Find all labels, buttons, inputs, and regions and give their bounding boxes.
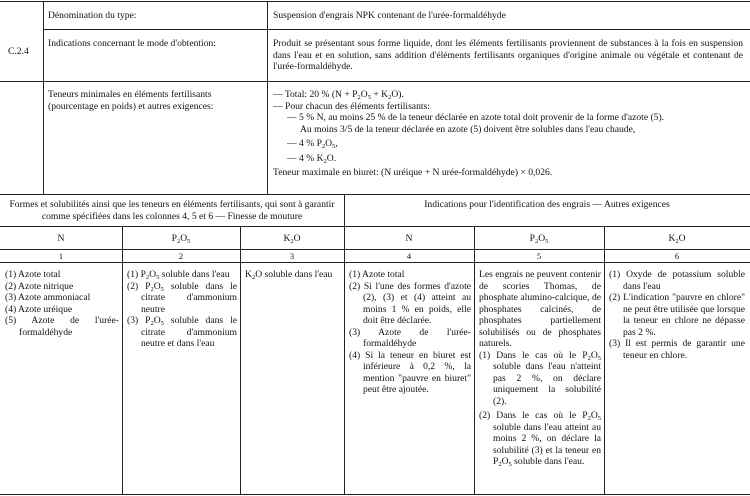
header-right: Indications pour l'identification des engrais — Autres exigences: [424, 199, 670, 210]
col-label-3: $K_2O$: [283, 233, 301, 245]
col-number-4: 4: [406, 251, 412, 261]
min-k: — 4 % $K_2O$.: [287, 152, 337, 165]
list-item: (2) Si l'une des formes d'azote (2), (3) et (4) atteint au moins 1 % en poids, elle doit être déclarée.: [349, 280, 471, 326]
list-item: (4) Si la teneur en biuret est inférieure à 0,2 %, la mention "pauvre en biuret" peut être ajoutée.: [349, 349, 471, 395]
list-item: (3) Azote ammoniacal: [5, 292, 91, 303]
list-item: (1) $P_2O_5$ soluble dans l'eau: [127, 269, 230, 281]
list-item: (4) Azote uréique: [5, 303, 73, 315]
col-number-5: 5: [536, 251, 542, 261]
header-left: Formes et solubilités ainsi que les teneurs en éléments fertilisants, qui sont à garantir comme spécifiées dans les colonnes 4, 5 et 6 — Finesse de mouture: [9, 199, 335, 222]
col-number-6: 6: [674, 251, 680, 261]
type-value: Suspension d'engrais NPK contenant de l'urée-formaldéhyde: [273, 10, 506, 21]
min-label: Teneurs minimales en éléments fertilisants (pourcentage en poids) et autres exigences:: [48, 89, 214, 112]
min-biuret: Teneur maximale en biuret: (N uréique + N urée-formaldéhyde) × 0,026.: [273, 167, 553, 178]
col-label-5: $P_2O_5$: [529, 233, 549, 245]
min-p: — 4 % $P_2O_5$,: [287, 138, 338, 150]
col-number-3: 3: [289, 251, 295, 261]
col-label-4: N: [405, 233, 413, 244]
list-item: (3) Azote de l'urée-formaldéhyde: [349, 326, 471, 349]
list-item: (5) Azote de l'urée-formaldéhyde: [5, 315, 119, 338]
list-item: (1) Azote total: [349, 269, 405, 280]
list-item: (2) Azote nitrique: [5, 280, 74, 292]
list-item: (2) L'indication "pauvre en chlore" ne peut être utilisée que lorsque la teneur en chlore ne dépasse pas 2 %.: [609, 292, 745, 338]
min-requirements: [273, 89, 743, 179]
min-n-line2: Au moins 3/5 de la teneur déclarée en azote (5) doivent être solubles dans l'eau chaude,: [300, 123, 636, 135]
col5-intro: Les engrais ne peuvent contenir de scories Thomas, de phosphate alumino-calcique, de phosphates calcinés, de phosphates partiellement solubilisés ou de phosphates naturels.: [479, 269, 602, 349]
list-item: (2) Dans le cas où le $P_2O_5$ soluble dans l'eau atteint au moins 2 %, on déclare la solubilité (3) et la teneur en $P_2O_5$ soluble dans l'eau.: [479, 410, 601, 468]
min-total: — Total: 20 % $(N + P_2O_5 + K_2O)$.: [273, 89, 404, 101]
section-code: C.2.4: [8, 46, 29, 57]
min-each-intro: — Pour chacun des éléments fertilisants:: [273, 100, 430, 112]
list-item: (1) Dans le cas où le $P_2O_5$ soluble dans l'eau n'atteint pas 2 %, on déclare uniquement la solubilité (2).: [479, 349, 601, 407]
col3-content: [245, 269, 343, 281]
col-label-2: $P_2O_5$: [171, 233, 191, 245]
col-number-1: 1: [58, 251, 64, 261]
col2-content: [127, 269, 237, 350]
list-item: $K_2O$ soluble dans l'eau: [245, 269, 333, 281]
col-label-6: $K_2O$: [668, 233, 686, 245]
list-item: (1) Azote total: [5, 269, 61, 280]
type-label: Dénomination du type:: [48, 10, 137, 21]
col5-content: [479, 269, 601, 468]
list-item: (3) Il est permis de garantir une teneur en chlore.: [609, 338, 745, 361]
col4-content: [349, 269, 471, 396]
min-n-line1: — 5 % N, au moins 25 % de la teneur déclarée en azote total doit provenir de la forme d'azote (5).: [287, 112, 665, 123]
col1-content: [5, 269, 119, 338]
list-item: (3) $P_2O_5$ soluble dans le citrate d'ammonium neutre et dans l'eau: [127, 315, 238, 349]
col6-content: [609, 269, 745, 361]
list-item: (2) $P_2O_5$ soluble dans le citrate d'ammonium neutre: [127, 280, 238, 315]
method-value: Produit se présentant sous forme liquide, dont les éléments fertilisants proviennent de substances à la fois en suspension dans l'eau et en solution, sans addition d'éléments fertilisants organiques d'origine animale ou végétale et contenant de l'urée-formaldéhyde.: [273, 38, 743, 72]
col-label-1: N: [57, 233, 65, 244]
method-label: Indications concernant le mode d'obtention:: [48, 38, 216, 49]
list-item: (1) Oxyde de potassium soluble dans l'eau: [609, 269, 745, 292]
col-number-2: 2: [178, 251, 184, 261]
